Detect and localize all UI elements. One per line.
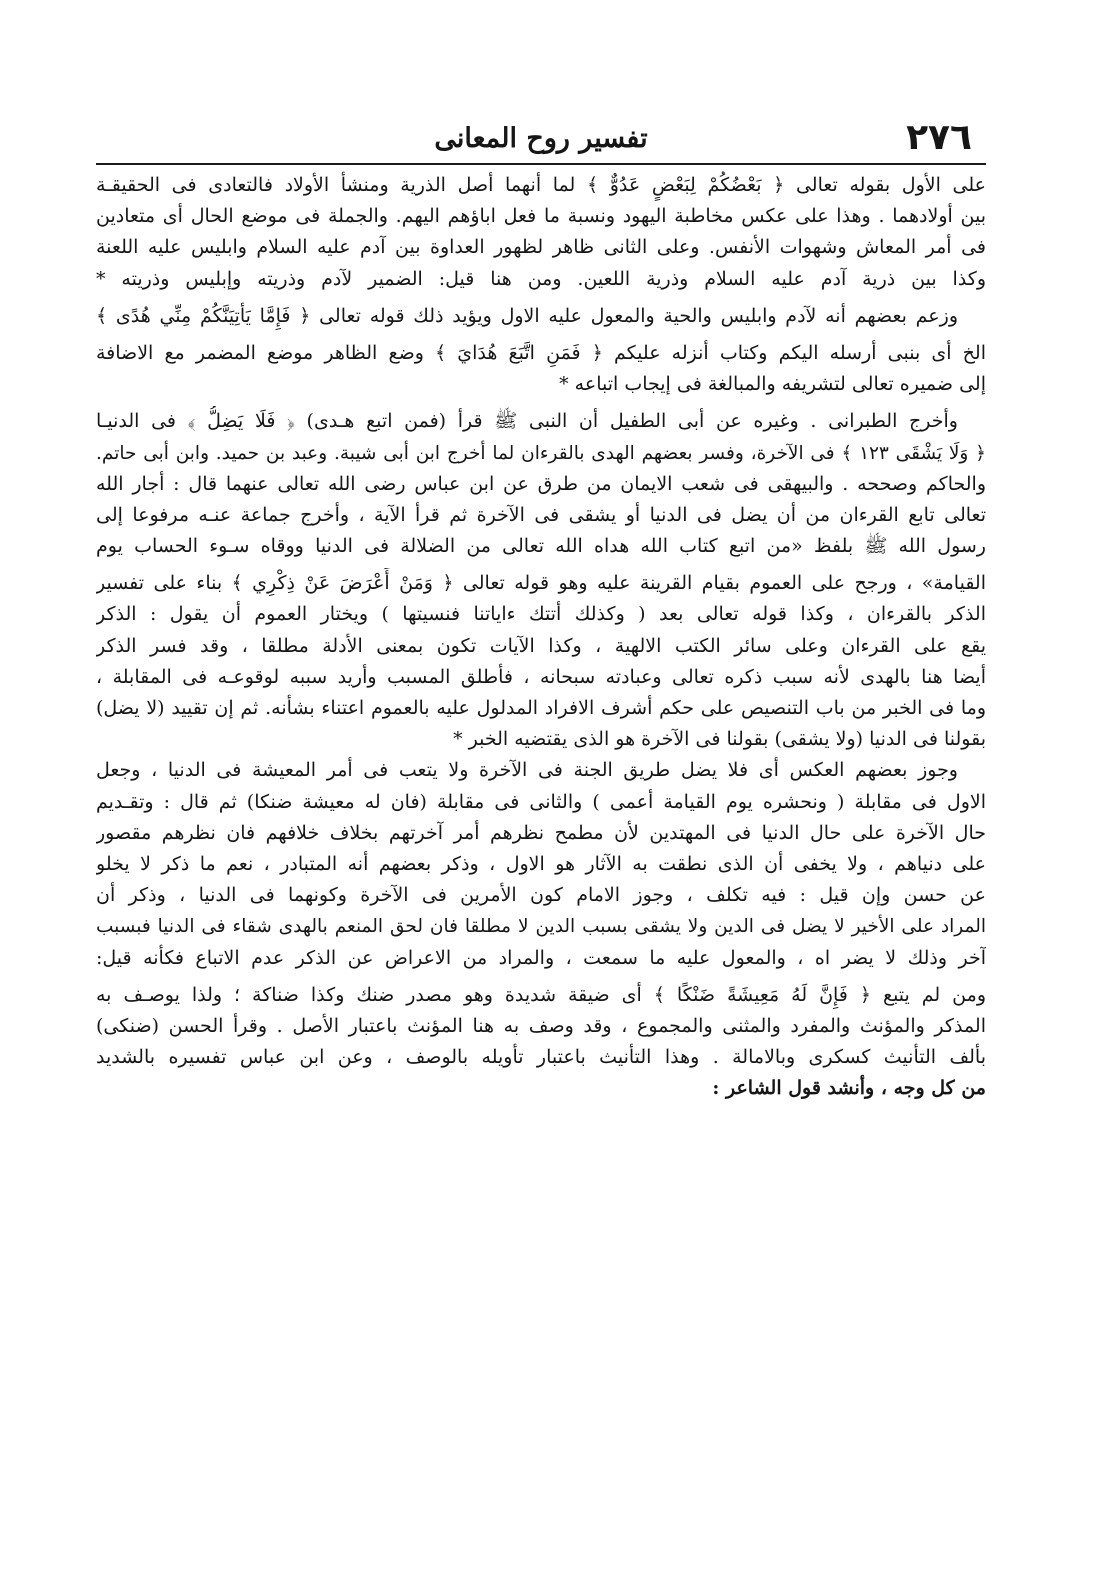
text-line: تعالى تابع القرءان من أن يضل فى الدنيا أو يشقى فى الآخرة ثم قرأ الآية ، وأخرج جماعة عنـه مرفوعا إلى: [96, 503, 986, 526]
text-line: أيضا هنا بالهدى لأنه سبب ذكره تعالى وعبادته سبحانه ، فأطلق المسبب وأريد سببه لوقوعـه فى المقابلة ،: [96, 665, 986, 688]
text-line: وما فى الخبر من باب التنصيص على حكم أشرف الافراد المدلول عليه بالعموم اعتناء بشأنه. ثم إن تقييد (لا يضل): [96, 697, 986, 719]
text-line: وزعم بعضهم أنه لآدم وابليس والحية والمعول عليه الاول ويؤيد ذلك قوله تعالى ﴿ فَإِمَّا يَأْتِيَنَّكُمْ مِنِّي هُدًى ﴾: [96, 304, 958, 327]
text-line: بألف التأنيث كسكرى وبالامالة . وهذا التأنيث باعتبار تأويله بالوصف ، وعن ابن عباس تفسيره بالشديد: [96, 1046, 986, 1069]
text-line: المراد على الأخير لا يضل فى الدين ولا يشقى بسبب الدين لا مطلقا فان لحق المنعم بالهدى شقاء فى الدنيا فبسبب: [96, 916, 986, 938]
text-line: والحاكم وصححه . والبيهقى فى شعب الايمان من طرق عن ابن عباس رضى الله تعالى عنهما قال : أجار الله: [96, 472, 986, 495]
text-line: ﴿ وَلَا يَشْقَى ١٢٣ ﴾ فى الآخرة، وفسر بعضهم الهدى بالقرءان لما أخرج ابن أبى شيبة. وعبد بن حميد. وابن أبى حاتم.: [96, 442, 986, 464]
running-title: تفسير روح المعانى: [434, 123, 648, 154]
text-line: من كل وجه ، وأنشد قول الشاعر :: [712, 1077, 986, 1100]
header-divider: [96, 163, 986, 165]
text-line: وجوز بعضهم العكس أى فلا يضل طريق الجنة فى الآخرة ولا يتعب فى أمر المعيشة فى الدنيا ، وجعل: [96, 759, 958, 782]
text-line: على الأول بقوله تعالى ﴿ بَعْضُكُمْ لِبَعْضٍ عَدُوٌّ ﴾ لما أنهما أصل الذرية ومنشأ الأولاد فالتعادى فى الحقيقـة: [96, 174, 986, 196]
text-line: عن حسن وإن قيل : فيه تكلف ، وجوز الامام كون الأمرين فى الآخرة وكونهما فى الدنيا ، وذكر أن: [96, 884, 986, 907]
text-line: إلى ضميره تعالى لتشريفه والمبالغة فى إيجاب اتباعه *: [559, 373, 986, 396]
text-line: آخر وذلك لا يضر اه ، والمعول عليه ما سمعت ، والمراد من الاعراض عن الذكر عدم الاتباع فكأنه قيل:: [96, 946, 986, 969]
text-line: القيامة» ، ورجح على العموم بقيام القرينة عليه وهو قوله تعالى ﴿ وَمَنْ أَعْرَضَ عَنْ ذِكْرِي ﴾ بناء على تفسير: [96, 572, 986, 595]
text-line: بقولنا فى الدنيا (ولا يشقى) بقولنا فى الآخرة هو الذى يقتضيه الخبر *: [453, 728, 986, 751]
text-line: الاول فى مقابلة ( ونحشره يوم القيامة أعمى ) والثانى فى مقابلة (فان له معيشة ضنكا) ثم قال : وتقـديم: [96, 790, 986, 813]
text-line: على دنياهم ، ولا يخفى أن الذى نطقت به الآثار هو الاول ، وذكر بعضهم أنه المتبادر ، نعم ما ذكر لا يخلو: [96, 852, 986, 875]
text-line: رسول الله ﷺ بلفظ «من اتبع كتاب الله هداه الله تعالى من الضلالة فى الدنيا ووقاه سـوء الحساب يوم: [96, 535, 986, 558]
text-line: حال الآخرة على حال الدنيا فى المهتدين لأن مطمح نظرهم أمر آخرتهم بخلاف خلافهم فان نظرهم مقصور: [96, 821, 986, 844]
text-line: الخ أى بنبى أرسله اليكم وكتاب أنزله عليكم ﴿ فَمَنِ اتَّبَعَ هُدَايَ ﴾ وضع الظاهر موضع المضمر مع الاضافة: [96, 341, 986, 364]
text-line: بين أولادهما . وهذا على عكس مخاطبة اليهود ونسبة ما فعل اباؤهم اليهم. والجملة فى موضع الحال أى متعادين: [96, 205, 986, 228]
page-number: ٢٧٦: [906, 117, 972, 158]
text-line: وأخرج الطبرانى . وغيره عن أبى الطفيل أن النبى ﷺ قرأ (فمن اتبع هـدى) ﴿ فَلَا يَضِلُّ ﴾ فى الدنيـا: [96, 410, 958, 433]
text-line: فى أمر المعاش وشهوات الأنفس. وعلى الثانى ظاهر لظهور العداوة بين آدم عليه السلام وابليس عليه اللعنة: [96, 236, 986, 259]
body-text: [96, 170, 986, 1104]
text-line: الذكر بالقرءان ، وكذا قوله تعالى بعد ( وكذلك أتتك ءاياتنا فنسيتها ) ويختار العموم أن يقول : الذكر: [96, 603, 986, 626]
text-line: وكذا بين ذرية آدم عليه السلام وذرية اللعين. ومن هنا قيل: الضمير لآدم وذريته وإبليس وذريته *: [96, 267, 986, 290]
text-line: ومن لم يتبع ﴿ فَإِنَّ لَهُ مَعِيشَةً ضَنْكًا ﴾ أى ضيقة شديدة وهو مصدر ضنك وكذا ضناكة ؛ ولذا يوصـف به: [96, 983, 986, 1006]
text-line: يقع على القرءان وعلى سائر الكتب الالهية ، وكذا الآيات تكون بمعنى الأدلة مطلقا ، وقد فسر الذكر: [96, 634, 986, 657]
text-line: المذكر والمؤنث والمفرد والمثنى والمجموع ، وقد وصف به هنا المؤنث باعتبار الأصل . وقرأ الحسن (ضنكى): [96, 1014, 986, 1037]
page-header: [96, 118, 986, 162]
